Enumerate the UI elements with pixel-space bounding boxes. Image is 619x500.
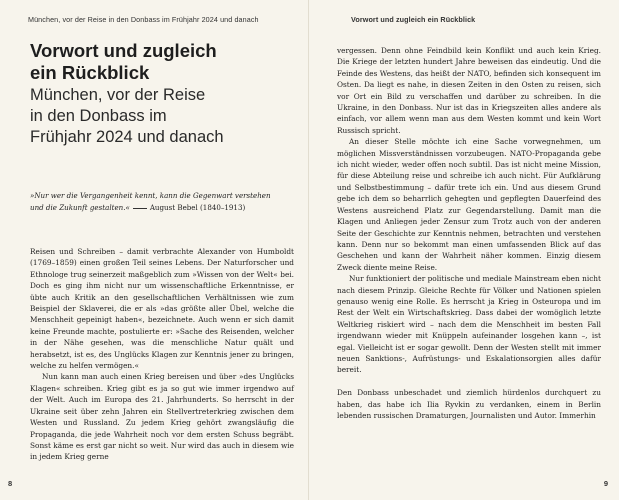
chapter-subtitle-line: in den Donbass im xyxy=(30,107,167,125)
chapter-title-line: Vorwort und zugleich xyxy=(30,40,217,61)
epigraph xyxy=(30,190,292,214)
paragraph: Den Donbass unbeschadet und ziemlich hürdenlos durchquert zu haben, das habe ich Ilia Ryvkin zu verdanken, einem in Berlin lebenden russischen Dramaturgen, Journalisten und Autor. Immerhin xyxy=(337,388,601,420)
chapter-title-block xyxy=(30,40,280,148)
chapter-title-line: ein Rückblick xyxy=(30,62,150,83)
epigraph-dash xyxy=(133,208,147,209)
body-text-left xyxy=(30,246,294,463)
paragraph: vergessen. Denn ohne Feindbild kein Konflikt und auch kein Krieg. Die Kriege der letzten hundert Jahre beweisen das eindeutig. Und die Feinde des Westens, das heißt der NATO, befinden sich konsequent im Osten. Da liegt es nahe, in diesen Zeiten in den Osten zu reisen, sich vor Ort ein Bild zu verschaffen und darüber zu schreiben. In die Ukraine, in den Donbass. Nur ist das in Kriegszeiten alles andere als einfach, vor allem wenn man aus dem Westen kommt und kein Wort Russisch spricht. xyxy=(337,46,601,135)
epigraph-author: August Bebel (1840–1913) xyxy=(149,203,246,212)
running-head-left: München, vor der Reise in den Donbass im Frühjahr 2024 und danach xyxy=(28,15,259,24)
epigraph-quote-line: und die Zukunft gestalten.« xyxy=(30,203,130,212)
body-text-right xyxy=(337,45,601,421)
paragraph: Nun kann man auch einen Krieg bereisen und über »des Unglücks Klagen« schreiben. Krieg gibt es ja so gut wie immer irgendwo auf der Welt. Auch im Europa des 21. Jahrhunderts. So herrscht in der Ukraine seit über zehn Jahren ein Stellvertreterkrieg zwischen dem Westen und Russland. Zu jedem Krieg gehört zwangsläufig die Propaganda, die jede Wahrheit noch vor dem ersten Schuss begräbt. Sonst käme es erst gar nicht so weit. Nur wird das auch in diesem wie in jedem Krieg gerne xyxy=(30,372,294,462)
left-page xyxy=(0,0,309,500)
paragraph: Reisen und Schreiben – damit verbrachte Alexander von Humboldt (1769–1859) einen großen Teil seines Lebens. Der Naturforscher und Ethnologe trug seinerzeit maßgeblich zum »Wissen von der Welt« bei. Doch es ging ihm nicht nur um wissenschaftliche Erkenntnisse, er übte auch Kritik an den gesellschaftlichen Verhältnissen wie zum Beispiel der Sklaverei, die er als »das größte aller Übel, welche die Menschheit gepeinigt haben«, bezeichnete. Auch wenn er sich damit keine Freunde machte, postulierte er: »Sache des Reisenden, welcher in der Nähe gesehen, was die menschliche Natur quält und herabsetzt, ist es, des Unglücks Klagen zur Kenntnis jener zu bringen, welche zu helfen vermögen.« xyxy=(30,247,294,371)
paragraph: Nur funktioniert der politische und mediale Mainstream eben nicht nach diesem Prinzip. Gleiche Rechte für Völker und Nationen spielen genauso wenig eine Rolle. Es herrscht ja Krieg in Osteuropa und im Rest der Welt ein Wirtschaftskrieg. Dass dabei der womöglich letzte Weltkrieg riskiert wird – nach dem die Menschheit im besten Fall irgendwann wieder mit Knüppeln aufeinander losgehen kann –, ist egal. Vielleicht ist er sogar gewollt. Denn der Westen stellt mit immer neuen Sanktions-, Aufrüstungs- und Eskalationsorgien alles dafür bereit. xyxy=(337,274,601,375)
page-number-right: 9 xyxy=(603,479,608,488)
chapter-subtitle-line: Frühjahr 2024 und danach xyxy=(30,128,224,146)
chapter-title xyxy=(30,40,280,84)
right-page xyxy=(309,0,618,500)
chapter-subtitle-line: München, vor der Reise xyxy=(30,86,206,104)
running-head-right: Vorwort und zugleich ein Rückblick xyxy=(351,15,476,24)
paragraph: An dieser Stelle möchte ich eine Sache vorwegnehmen, um möglichen Missverständnissen vorzubeugen. NATO-Propaganda gebe ich nicht wieder, weder offen noch subtil. Das ist nicht meine Mission, für diese Abteilung reise und schreibe ich auch nicht. Für Aufklärung und Selbstbestimmung – dafür trete ich ein. Und aus diesem Grund gebe ich dem so beharrlich gehegten und gepflegten Dauerfeind des Westens ausreichend Platz zur Gegendarstellung. Damit man die Klagen und Anliegen jeder Zensur zum Trotz auch von der anderen Seite der Geschichte zur Kenntnis nehmen, betrachten und verstehen kann. Denn nur so bekommt man einen umfassenden Blick auf das Geschehen und kann der Wahrheit näher kommen. Einzig diesem Zweck diente meine Reise. xyxy=(337,137,601,272)
epigraph-quote-line: »Nur wer die Vergangenheit kennt, kann die Gegenwart verstehen xyxy=(30,191,271,200)
chapter-subtitle xyxy=(30,85,280,148)
page-number-left: 8 xyxy=(8,479,13,488)
